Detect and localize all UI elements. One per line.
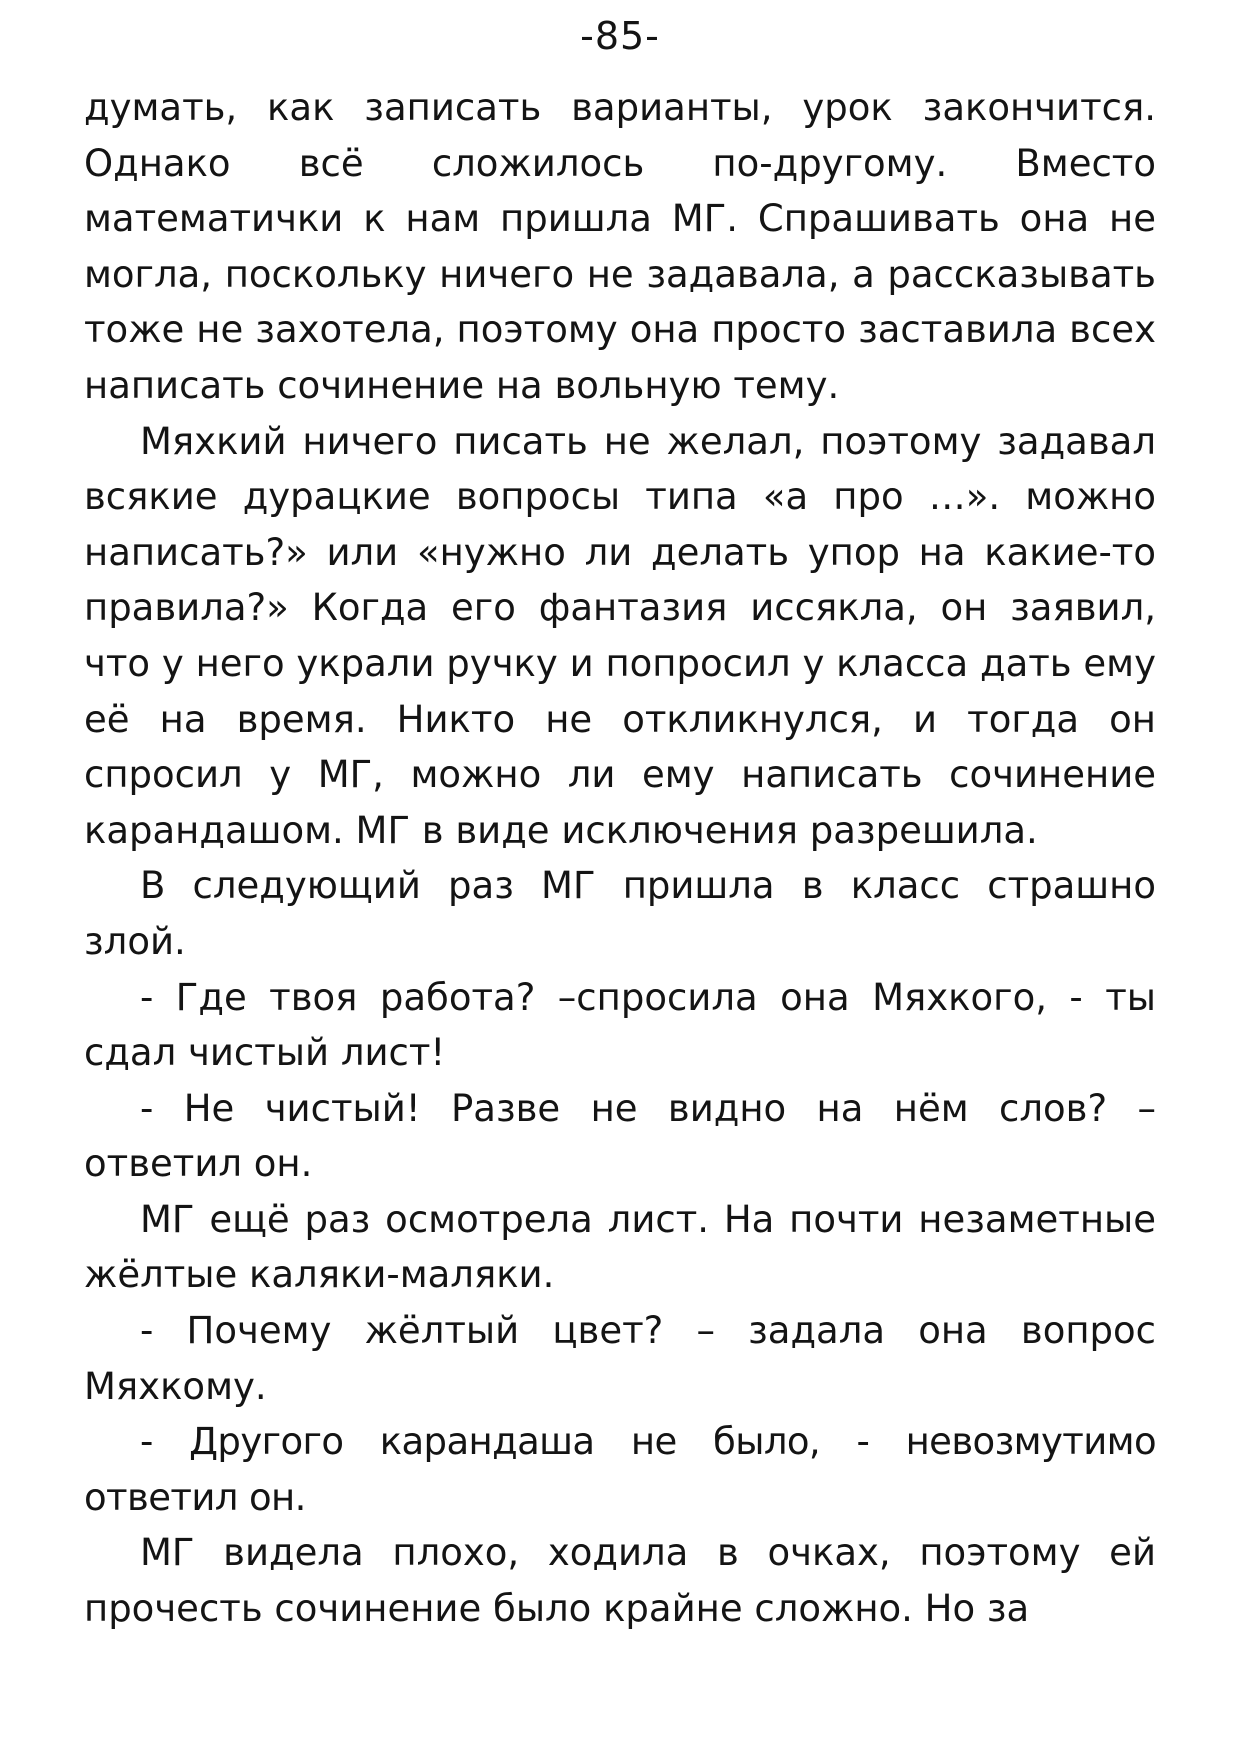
paragraph: думать, как записать варианты, урок закончится. Однако всё сложилось по-другому. Вместо математички к нам пришла МГ. Спрашивать она не могла, поскольку ничего не задавала, а рассказывать тоже не захотела, поэтому она просто заставила всех написать сочинение на вольную тему. — [84, 86, 1156, 407]
dialogue-paragraph: - Другого карандаша не было, - невозмутимо ответил он. — [84, 1420, 1156, 1519]
paragraph: МГ ещё раз осмотрела лист. На почти незаметные жёлтые каляки-маляки. — [84, 1197, 1156, 1297]
body-text — [84, 80, 1156, 1637]
paragraph: МГ видела плохо, ходила в очках, поэтому ей прочесть сочинение было крайне сложно. Но за — [84, 1531, 1156, 1631]
book-page — [84, 0, 1156, 1748]
dialogue-paragraph: - Не чистый! Разве не видно на нём слов? – ответил он. — [84, 1086, 1156, 1186]
page-number: -85- — [580, 14, 660, 58]
paragraph: Мяхкий ничего писать не желал, поэтому задавал всякие дурацкие вопросы типа «а про …». можно написать?» или «нужно ли делать упор на какие-то правила?» Когда его фантазия иссякла, он заявил, что у него украли ручку и попросил у класса дать ему её на время. Никто не откликнулся, и тогда он спросил у МГ, можно ли ему написать сочинение карандашом. МГ в виде исключения разрешила. — [84, 419, 1156, 852]
dialogue-paragraph: - Где твоя работа? –спросила она Мяхкого, - ты сдал чистый лист! — [84, 975, 1156, 1075]
dialogue-paragraph: - Почему жёлтый цвет? – задала она вопрос Мяхкому. — [84, 1309, 1156, 1408]
paragraph: В следующий раз МГ пришла в класс страшно злой. — [84, 864, 1156, 963]
